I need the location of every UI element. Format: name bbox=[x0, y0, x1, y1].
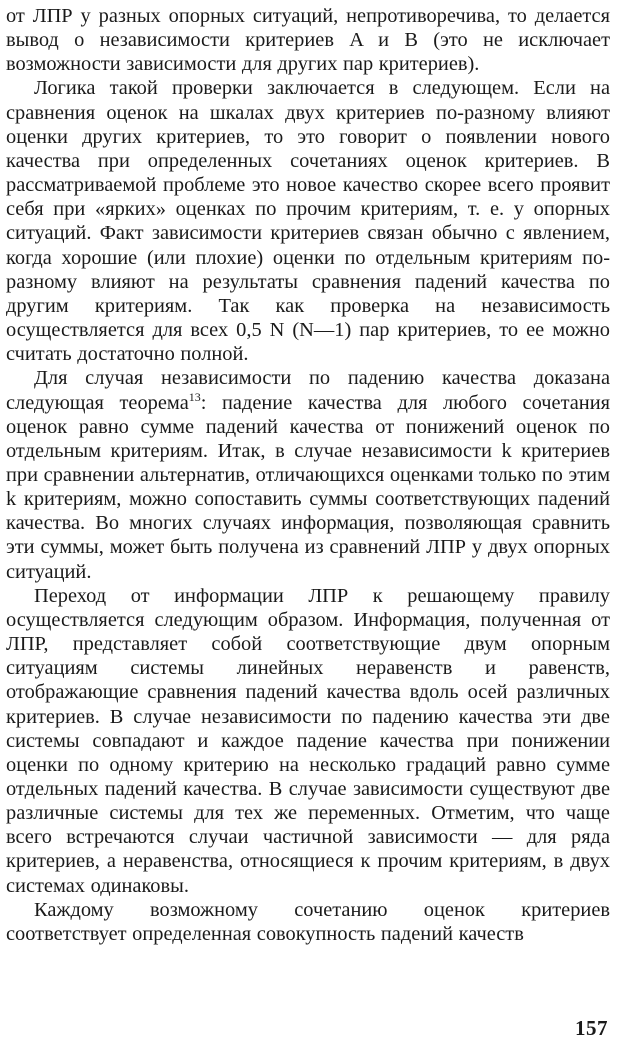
paragraph-3-text-after: : падение качества для любого сочетания оценок равно сумме падений качества от понижений оценок по отдельным критериям. Итак, в случае независимости k критериев при сравнении альтернатив, отличающихся оценками только по этим k критериям, можно сопоставить суммы соответствующих падений качества. Во многих случаях информация, позволяющая сравнить эти суммы, может быть получена из сравнений ЛПР у двух опорных ситуаций. bbox=[6, 391, 610, 583]
paragraph-3-text-before: Для случая независимости по падению качества доказана следующая теорема bbox=[6, 367, 610, 414]
paragraph-1: от ЛПР у разных опорных ситуаций, непротиворечива, то делается вывод о независимости критериев A и B (это не исключает возможности зависимости для других пар критериев). bbox=[6, 5, 610, 76]
page-number: 157 bbox=[575, 1016, 608, 1040]
paragraph-5: Каждому возможному сочетанию оценок критериев соответствует определенная совокупность падений качеств bbox=[6, 898, 610, 945]
footnote-marker[interactable]: 13 bbox=[188, 389, 201, 404]
paragraph-2: Логика такой проверки заключается в следующем. Если на сравнения оценок на шкалах двух критериев по-разному влияют оценки других критериев, то это говорит о появлении нового качества при определенных сочетаниях оценок критериев. В рассматриваемой проблеме это новое качество скорее всего проявит себя при «ярких» оценках по прочим критериям, т. е. у опорных ситуаций. Факт зависимости критериев связан обычно с явлением, когда хорошие (или плохие) оценки по отдельным критериям по-разному влияют на результаты сравнения падений качества по другим критериям. Так как проверка на независимость осуществляется для всех 0,5 N (N—1) пар критериев, то ее можно считать достаточно полной. bbox=[6, 77, 610, 366]
paragraph-3 bbox=[6, 366, 610, 583]
paragraph-4: Переход от информации ЛПР к решающему правилу осуществляется следующим образом. Информация, полученная от ЛПР, представляет собой соответствующие двум опорным ситуациям системы линейных неравенств и равенств, отображающие сравнения падений качества вдоль осей различных критериев. В случае независимости по падению качества эти две системы совпадают и каждое падение качества при понижении оценки по одному критерию на несколько градаций равно сумме отдельных падений качества. В случае зависимости существуют две различные системы для тех же переменных. Отметим, что чаще всего встречаются случаи частичной зависимости — для ряда критериев, а неравенства, относящиеся к прочим критериям, в двух системах одинаковы. bbox=[6, 584, 610, 897]
